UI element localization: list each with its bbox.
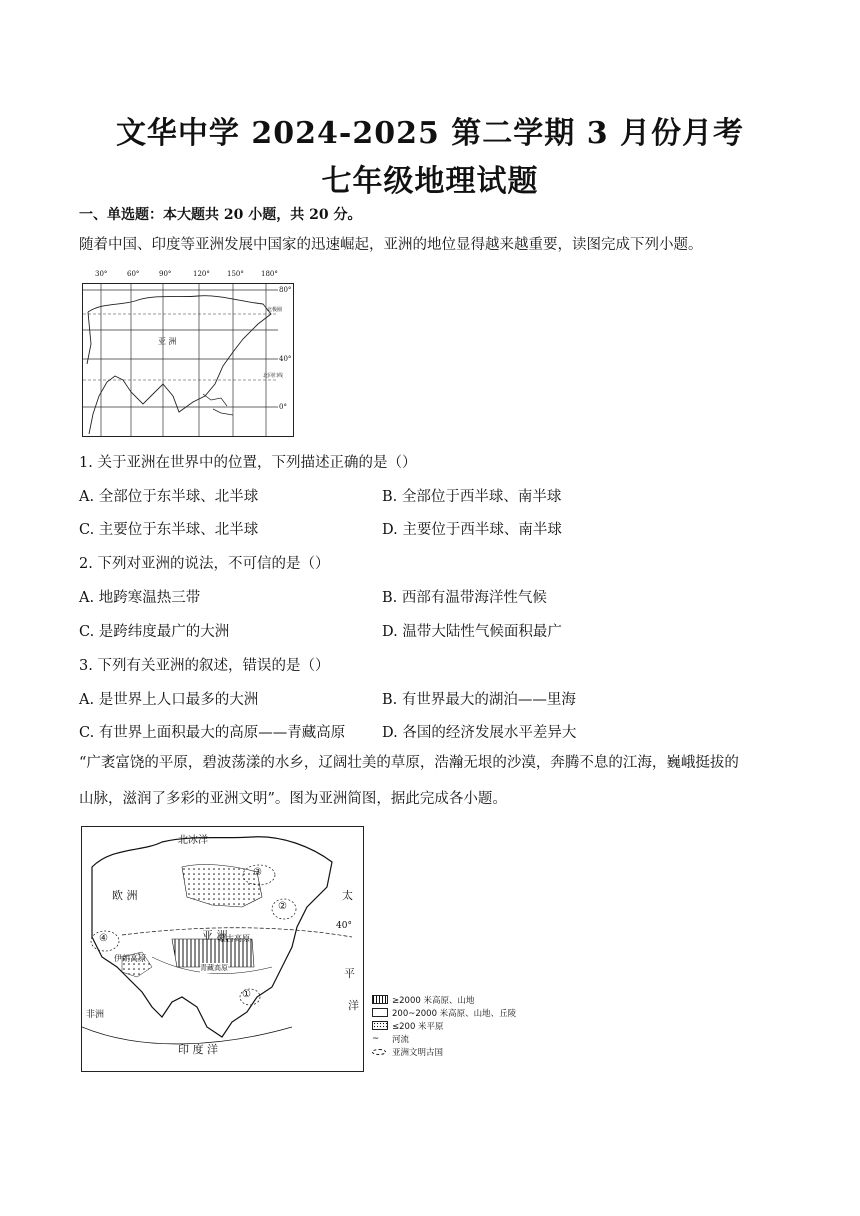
legend-item-mid bbox=[372, 1006, 516, 1019]
section-heading: 一、单选题：本大题共 20 小题，共 20 分。 bbox=[79, 207, 362, 223]
map2-asia-label: 亚 洲 bbox=[202, 929, 228, 942]
legend-item-civilization bbox=[372, 1045, 516, 1058]
lon-label-180: 180° bbox=[261, 270, 278, 278]
lon-label-150: 150° bbox=[227, 270, 244, 278]
river-icon: ~ bbox=[372, 1033, 380, 1044]
q3-option-b: B. 有世界最大的湖泊——里海 bbox=[382, 692, 576, 708]
legend-label-river: 河流 bbox=[392, 1034, 410, 1045]
lat-label-0: 0° bbox=[279, 403, 287, 411]
map1-asia-label: 亚 洲 bbox=[158, 337, 177, 346]
mongolia-plateau-label: 蒙古高原 bbox=[218, 934, 250, 943]
q1-option-d: D. 主要位于西半球、南半球 bbox=[382, 522, 562, 538]
lat-label-40: 40° bbox=[279, 355, 292, 363]
mark-3: ③ bbox=[253, 867, 262, 878]
legend-swatch-high bbox=[372, 995, 388, 1004]
lon-label-120: 120° bbox=[193, 270, 210, 278]
mark-2: ② bbox=[278, 901, 287, 912]
legend-item-plain bbox=[372, 1019, 516, 1032]
q2-option-a: A. 地跨寒温热三带 bbox=[79, 590, 201, 606]
q1-option-b: B. 全部位于西半球、南半球 bbox=[382, 489, 562, 505]
indian-ocean-label: 印 度 洋 bbox=[178, 1043, 218, 1056]
mark-4: ④ bbox=[99, 933, 108, 944]
qinghai-tibet-label: 青藏高原 bbox=[200, 964, 228, 972]
pacific-label-1: 太 bbox=[342, 889, 353, 902]
lon-label-30: 30° bbox=[95, 270, 108, 278]
q2-option-b: B. 西部有温带海洋性气候 bbox=[382, 590, 547, 606]
q3-option-d: D. 各国的经济发展水平差异大 bbox=[382, 725, 577, 741]
arctic-ocean-label: 北冰洋 bbox=[178, 835, 208, 846]
lat-40-label: 40° bbox=[336, 921, 352, 931]
legend-label-mid: 200~2000 米高原、山地、丘陵 bbox=[392, 1008, 517, 1019]
q3-option-c: C. 有世界上面积最大的高原——青藏高原 bbox=[79, 725, 346, 741]
arctic-circle-label: 北极圈 bbox=[267, 307, 283, 313]
question-3-stem: 3. 下列有关亚洲的叙述，错误的是（） bbox=[79, 658, 330, 674]
tropic-cancer-label: 北回归线 bbox=[263, 373, 284, 379]
iran-plateau-label: 伊朗高原 bbox=[114, 954, 146, 963]
pacific-label-2: 平 bbox=[344, 967, 355, 980]
legend-swatch-mid bbox=[372, 1008, 388, 1017]
asia-grid-map-svg bbox=[83, 284, 293, 436]
legend-item-river bbox=[372, 1032, 516, 1045]
lon-label-90: 90° bbox=[159, 270, 172, 278]
legend-item-high bbox=[372, 993, 516, 1006]
pacific-label-3: 洋 bbox=[348, 999, 359, 1012]
legend-label-civilization: 亚洲文明古国 bbox=[392, 1047, 444, 1058]
map-legend bbox=[372, 993, 516, 1058]
asia-terrain-map-svg bbox=[82, 827, 363, 1071]
q2-option-c: C. 是跨纬度最广的大洲 bbox=[79, 624, 230, 640]
q1-option-a: A. 全部位于东半球、北半球 bbox=[79, 489, 259, 505]
intro-paragraph-2-line2: 山脉，滋润了多彩的亚洲文明”。图为亚洲简图，据此完成各小题。 bbox=[79, 791, 507, 807]
asia-terrain-map bbox=[81, 826, 364, 1072]
intro-paragraph-2-line1: “广袤富饶的平原，碧波荡漾的水乡，辽阔壮美的草原，浩瀚无垠的沙漠，奔腾不息的江海，巍峨挺拔的 bbox=[79, 755, 739, 771]
intro-paragraph-1: 随着中国、印度等亚洲发展中国家的迅速崛起，亚洲的地位显得越来越重要，读图完成下列小题。 bbox=[79, 237, 703, 253]
civilization-ellipse-icon bbox=[372, 1049, 386, 1055]
legend-label-high: ≥2000 米高原、山地 bbox=[392, 995, 475, 1006]
q2-option-d: D. 温带大陆性气候面积最广 bbox=[382, 624, 562, 640]
legend-swatch-plain bbox=[372, 1021, 388, 1030]
q1-option-c: C. 主要位于东半球、北半球 bbox=[79, 522, 259, 538]
exam-title-line1: 文华中学 2024-2025 第二学期 3 月份月考 bbox=[115, 116, 745, 151]
legend-label-plain: ≤200 米平原 bbox=[392, 1021, 444, 1032]
africa-label: 非洲 bbox=[86, 1010, 105, 1020]
europe-label: 欧 洲 bbox=[112, 889, 138, 902]
question-2-stem: 2. 下列对亚洲的说法，不可信的是（） bbox=[79, 556, 330, 572]
question-1-stem: 1. 关于亚洲在世界中的位置，下列描述正确的是（） bbox=[79, 455, 417, 471]
mark-1: ① bbox=[242, 989, 251, 1000]
lon-label-60: 60° bbox=[127, 270, 140, 278]
q3-option-a: A. 是世界上人口最多的大洲 bbox=[79, 692, 259, 708]
lat-label-80: 80° bbox=[279, 286, 292, 294]
asia-position-map bbox=[82, 270, 294, 437]
exam-title-line2: 七年级地理试题 bbox=[321, 164, 539, 199]
